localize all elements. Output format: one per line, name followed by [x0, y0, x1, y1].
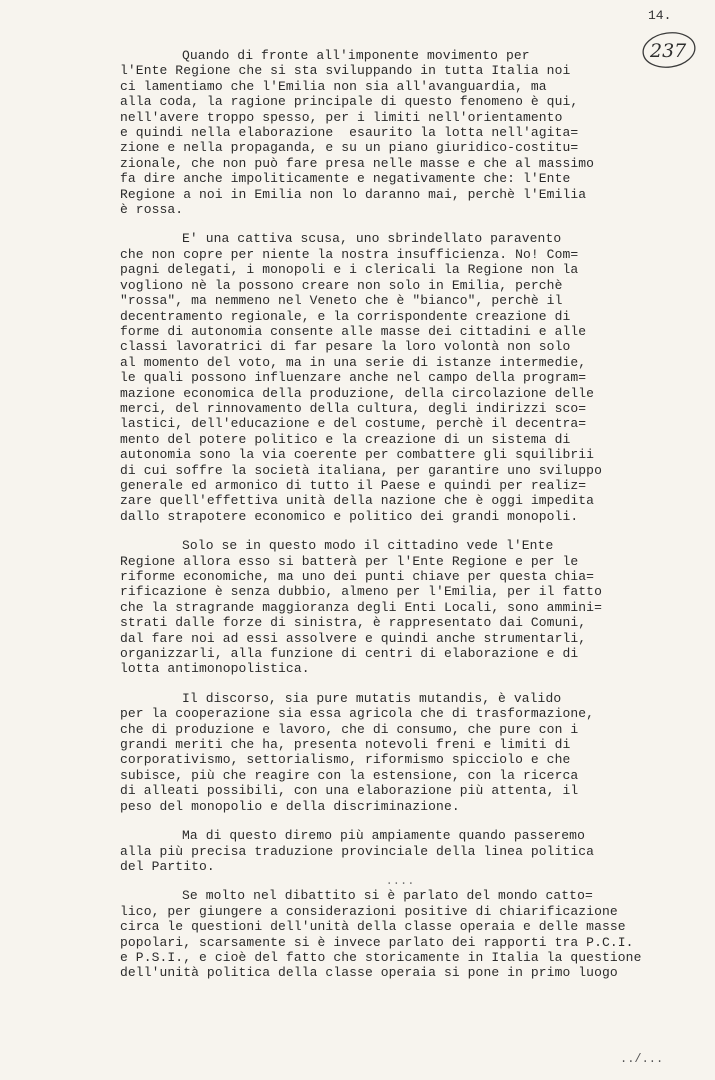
- text-line: di cui soffre la società italiana, per garantire uno sviluppo: [120, 462, 602, 478]
- text-line: pagni delegati, i monopoli e i clericali la Regione non la: [120, 262, 579, 278]
- text-line: circa le questioni dell'unità della classe operaia e delle masse: [120, 919, 626, 935]
- text-line: e quindi nella elaborazione esaurito la lotta nell'agita=: [120, 125, 579, 141]
- paragraph-2: [120, 231, 640, 524]
- continuation-mark: ../...: [620, 1052, 664, 1066]
- section-separator: ....: [385, 874, 415, 889]
- archive-number-stamp: [640, 30, 698, 70]
- text-line: dell'unità politica della classe operaia si pone in primo luogo: [120, 965, 618, 981]
- text-line: Quando di fronte all'imponente movimento per: [182, 48, 530, 63]
- text-line: popolari, scarsamente si è invece parlato dei rapporti tra P.C.I.: [120, 934, 634, 950]
- text-line: le quali possono influenzare anche nel campo della program=: [120, 370, 587, 386]
- text-line: fa dire anche impoliticamente e negativamente che: l'Ente: [120, 171, 571, 187]
- text-line: che non copre per niente la nostra insufficienza. No! Com=: [120, 246, 579, 262]
- text-line: mento del potere politico e la creazione di un sistema di: [120, 431, 571, 447]
- text-line: Ma di questo diremo più ampiamente quando passeremo: [182, 828, 585, 844]
- text-line: lico, per giungere a considerazioni positive di chiarificazione: [120, 903, 618, 919]
- text-line: forme di autonomia consente alle masse dei cittadini e alle: [120, 323, 587, 339]
- text-line: Il discorso, sia pure mutatis mutandis, è valido: [182, 690, 562, 706]
- text-line: lastici, dell'educazione e del costume, perchè il decentra=: [120, 416, 587, 432]
- text-line: alla coda, la ragione principale di questo fenomeno è qui,: [120, 94, 579, 110]
- text-line: e P.S.I., e cioè del fatto che storicamente in Italia la questione: [120, 949, 642, 965]
- text-line: per la cooperazione sia essa agricola che di trasformazione,: [120, 706, 595, 722]
- text-line: zionale, che non può fare presa nelle masse e che al massimo: [120, 155, 595, 171]
- text-line: zare quell'effettiva unità della nazione che è oggi impedita: [120, 493, 595, 509]
- text-line: decentramento regionale, e la corrispondente creazione di: [120, 308, 571, 324]
- text-line: zione e nella propaganda, e su un piano giuridico-costitu=: [120, 140, 579, 156]
- text-line: rificazione è senza dubbio, almeno per l'Emilia, per il fatto: [120, 584, 602, 600]
- paragraph-6: [120, 888, 640, 980]
- paragraph-4: [120, 691, 640, 814]
- text-line: dal fare noi ad essi assolvere e quindi anche strumentarli,: [120, 630, 587, 646]
- paragraph-5: [120, 828, 640, 874]
- text-line: grandi meriti che ha, presenta notevoli freni e limiti di: [120, 737, 571, 753]
- text-line: vogliono nè la possono creare non solo in Emilia, perchè: [120, 277, 563, 293]
- text-line: organizzarli, alla funzione di centri di elaborazione e di: [120, 646, 579, 662]
- text-line: strati dalle forze di sinistra, è rappresentato dai Comuni,: [120, 615, 587, 631]
- archive-number-text: 237: [650, 40, 687, 62]
- text-line: lotta antimonopolistica.: [120, 661, 310, 677]
- text-line: è rossa.: [120, 202, 184, 218]
- text-line: alla più precisa traduzione provinciale della linea politica: [120, 843, 595, 859]
- paragraph-1: [120, 48, 640, 217]
- text-line: classi lavoratrici di far pesare la loro volontà non solo: [120, 339, 571, 355]
- text-line: "rossa", ma nemmeno nel Veneto che è "bianco", perchè il: [120, 293, 563, 309]
- text-line: Solo se in questo modo il cittadino vede l'Ente: [182, 538, 554, 554]
- text-line: al momento del voto, ma in una serie di istanze intermedie,: [120, 354, 587, 370]
- text-line: corporativismo, settorialismo, riformismo spicciolo e che: [120, 752, 571, 768]
- text-line: riforme economiche, ma uno dei punti chiave per questa chia=: [120, 569, 595, 584]
- text-line: autonomia sono la via coerente per combattere gli squilibrii: [120, 447, 595, 463]
- text-line: subisce, più che reagire con la estensione, con la ricerca: [120, 767, 579, 783]
- text-line: E' una cattiva scusa, uno sbrindellato paravento: [182, 231, 562, 247]
- text-line: Regione allora esso si batterà per l'Ente Regione e per le: [120, 553, 579, 569]
- page-number: 14.: [648, 8, 672, 23]
- text-line: Se molto nel dibattito si è parlato del mondo catto=: [182, 888, 593, 904]
- text-line: generale ed armonico di tutto il Paese e quindi per realiz=: [120, 477, 587, 493]
- text-line: Regione a noi in Emilia non lo daranno mai, perchè l'Emilia: [120, 186, 587, 202]
- text-line: del Partito.: [120, 858, 215, 874]
- paragraph-3: [120, 538, 640, 677]
- text-line: di alleati possibili, con una elaborazione più attenta, il: [120, 783, 579, 799]
- text-line: che di produzione e lavoro, che di consumo, che pure con i: [120, 721, 579, 737]
- typewritten-body: [120, 48, 640, 981]
- text-line: mazione economica della produzione, della circolazione delle: [120, 385, 595, 401]
- text-line: che la stragrande maggioranza degli Enti Locali, sono ammini=: [120, 599, 602, 615]
- text-line: nell'avere troppo spesso, per i limiti nell'orientamento: [120, 109, 563, 125]
- text-line: dallo strapotere economico e politico dei grandi monopoli.: [120, 508, 579, 524]
- text-line: ci lamentiamo che l'Emilia non sia all'avanguardia, ma: [120, 78, 547, 94]
- text-line: l'Ente Regione che si sta sviluppando in tutta Italia noi: [120, 63, 571, 79]
- text-line: merci, del rinnovamento della cultura, degli indirizzi sco=: [120, 400, 587, 416]
- text-line: peso del monopolio e della discriminazione.: [120, 798, 460, 814]
